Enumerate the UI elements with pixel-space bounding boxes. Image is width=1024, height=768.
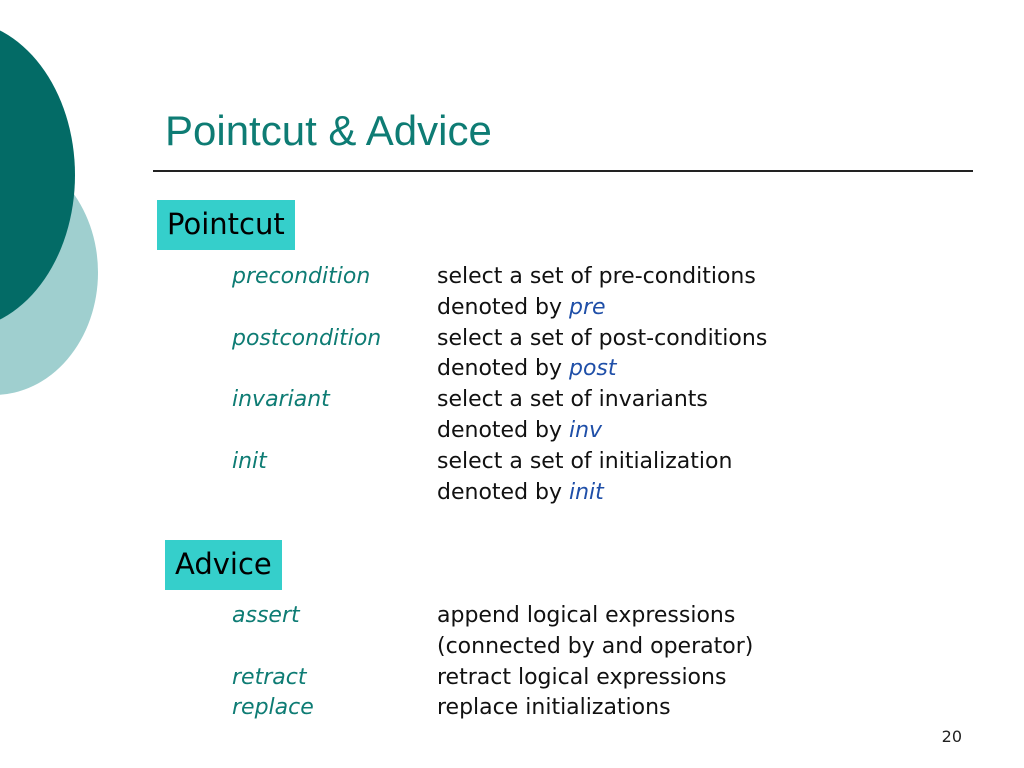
- definition-description-text: denoted by: [437, 479, 569, 505]
- definition-description: [437, 692, 671, 723]
- section-label-advice: Advice: [165, 540, 282, 590]
- definition-description: [437, 353, 617, 384]
- definition-description: [437, 631, 753, 662]
- definition-description: [437, 477, 604, 508]
- definition-term: replace: [232, 695, 314, 721]
- definition-term: retract: [232, 664, 307, 690]
- definition-keyword: inv: [569, 418, 603, 443]
- definition-description: [437, 292, 606, 323]
- definition-description-text: select a set of post-conditions: [437, 325, 768, 351]
- definition-keyword: post: [569, 356, 617, 382]
- definition-description: [437, 323, 767, 354]
- definition-term: precondition: [232, 264, 371, 289]
- definition-description-text: select a set of pre-conditions: [437, 264, 756, 289]
- definition-description: [437, 384, 708, 415]
- definition-term: init: [232, 448, 267, 474]
- definition-description: [437, 415, 602, 446]
- definition-description-text: select a set of initialization: [437, 448, 733, 474]
- definition-description-text: denoted by: [437, 294, 569, 320]
- definition-description-text: append logical expressions: [437, 603, 736, 628]
- definition-description-text: denoted by: [437, 356, 569, 382]
- definition-description: [437, 600, 735, 631]
- definition-description-text: (connected by and operator): [437, 633, 754, 659]
- definition-description-text: replace initializations: [437, 695, 671, 721]
- definition-keyword: init: [569, 479, 604, 505]
- slide-title: Pointcut & Advice: [165, 107, 492, 154]
- definition-description: [437, 446, 732, 477]
- definition-description-text: retract logical expressions: [437, 664, 727, 690]
- definition-description-text: select a set of invariants: [437, 387, 708, 413]
- definition-description: [437, 261, 756, 292]
- definition-description: [437, 662, 726, 693]
- page-number: 20: [941, 727, 962, 746]
- definition-description-text: denoted by: [437, 418, 569, 443]
- section-label-pointcut: Pointcut: [157, 200, 295, 250]
- title-divider: [153, 170, 973, 172]
- definition-term: postcondition: [232, 325, 382, 351]
- definition-term: assert: [232, 603, 300, 628]
- definition-keyword: pre: [569, 294, 606, 320]
- definition-term: invariant: [232, 387, 330, 413]
